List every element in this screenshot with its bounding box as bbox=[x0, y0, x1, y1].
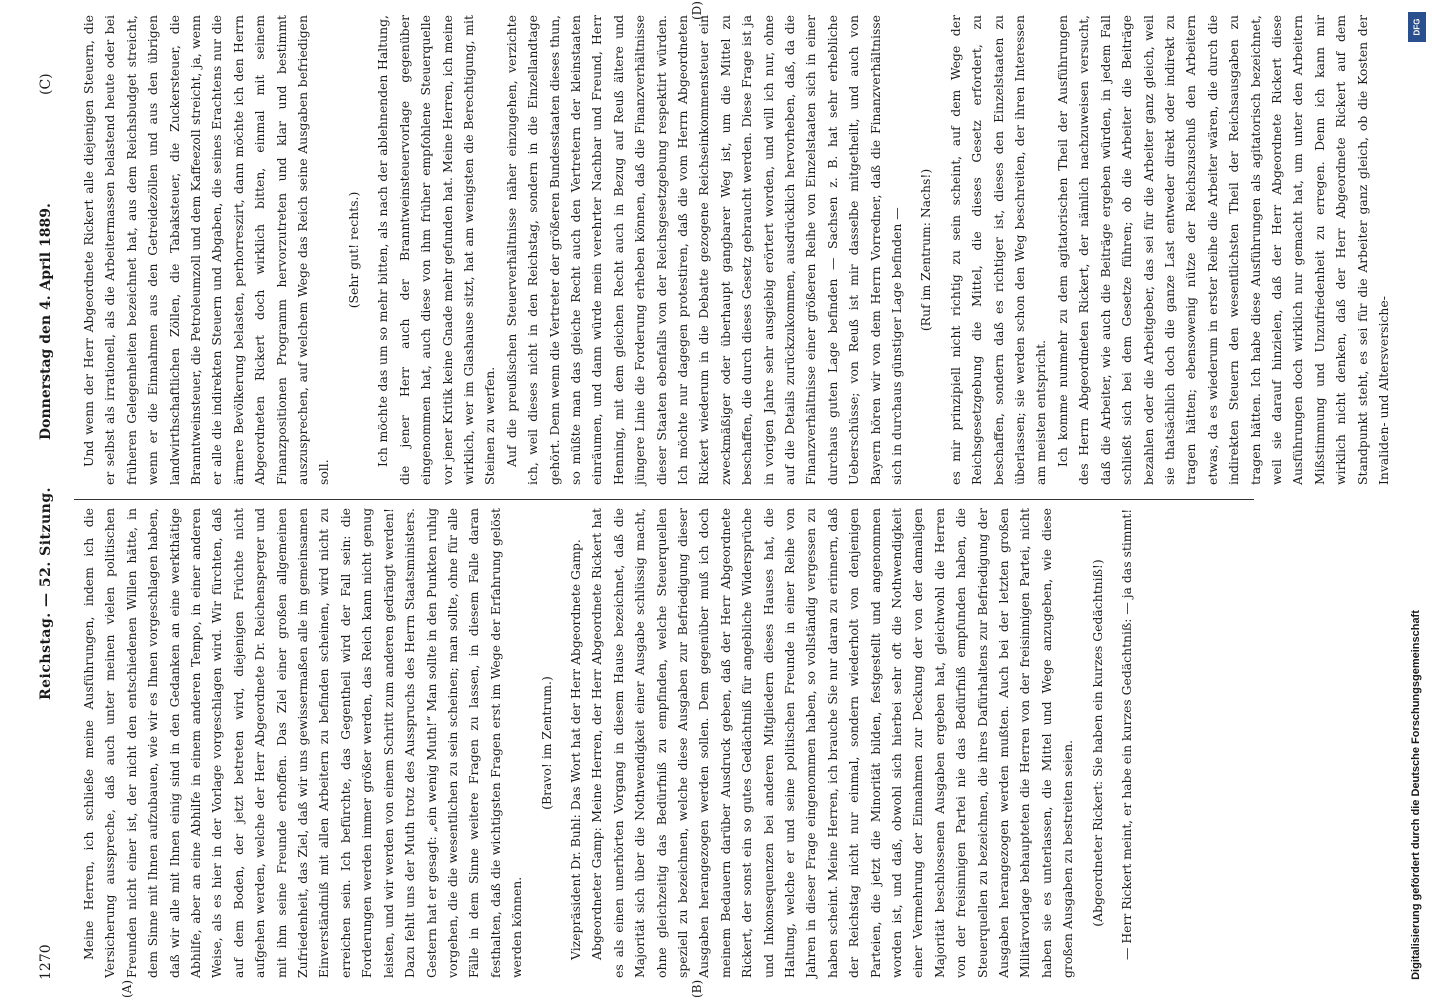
left-column-paragraph: (Bravo! im Zentrum.) bbox=[538, 676, 554, 810]
digitization-credit: Digitalisierung gefördert durch die Deutsche Forschungsgemeinschaft bbox=[1410, 610, 1422, 980]
right-column-paragraph: Und wenn der Herr Abgeordnete Rickert alle diejenigen Steuern, die er selbst als irrationell, als die Arbeitermassen belastend heute oder bei früheren Gelegenheiten bezeichnet hat, aus dem Reichsbudget streicht, wenn er die Einnahmen aus den Getreidezöllen und aus den übrigen landwirthschaftlichen Zöllen, die Tabaksteuer, die Zuckersteuer, die Branntweinsteuer, die Petroleumzoll und dem Kaffeezoll streicht, ja, wenn er alle die indirekten Steuern und Abgaben, die seines Erachtens nur die ärmere Bevölkerung belasten, perhorreszirt, dann möchte ich den Herrn Abgeordneten Rickert doch wirklich bitten, einmal mit seinem Finanzpositionen Programm hervorzutreten und klar und bestimmt auszusprechen, auf welchem Wege das Reich seine Ausgaben befriedigen soll. bbox=[81, 15, 332, 485]
margin-mark-b: (B) bbox=[690, 979, 704, 998]
left-column-paragraph: Abgeordneter Gamp: Meine Herren, der Herr Abgeordnete Rickert hat es als einen unerhörten Vorgang in diesem Hause bezeichnet, daß die Majorität sich über die Nothwendigkeit einer Ausgabe schlüssig macht, ohne gleichzeitig das Bedürfniß zu empfinden, welche Steuerquellen speziell zu bezeichnen, welche diese Ausgaben zur Befriedigung dieser Ausgaben herangezogen werden sollen. Dem gegenüber muß ich doch meinem Bedauern darüber Ausdruck geben, daß der Herr Abgeordnete Rickert, der sonst ein so gutes Gedächtniß für angebliche Widersprüche und Inkonsequenzen bei anderen Mitgliedern dieses Hauses hat, die Haltung, welche er und seine politischen Freunde in einer Reihe von Jahren in dieser Frage eingenommen haben, so vollständig vergessen zu haben scheint. Meine Herren, ich brauche Sie nur daran zu erinnern, daß der Reichstag nicht nur einmal, sondern wiederholt von denjenigen Parteien, die jetzt die Minorität bilden, festgestellt und angenommen worden ist, und daß, obwohl sich hierbei sehr oft die Nothwendigkeit einer Vermehrung der Einnahmen zur Deckung der von der damaligen Majorität beschlossenen Ausgaben ergeben hat, gleichwohl die Herren von der freisinnigen Partei nie das Bedürfniß empfunden haben, die Steuerquellen zu bezeichnen, die ihres Dafürhaltens zur Befriedigung der Ausgaben herangezogen werden mußten. Auch bei der letzten großen Militärvorlage behaupteten die Herren von der freisinnigen Partei, nicht haben sie es unterlassen, die Mittel und Wege anzugeben, wie diese großen Ausgaben zu bestreiten seien. bbox=[589, 508, 1076, 978]
left-column-paragraph: (Abgeordneter Rickert: Sie haben ein kurzes Gedächtniß!) bbox=[1089, 559, 1105, 927]
right-text-column bbox=[78, 15, 1394, 485]
right-column-paragraph: Auf die preußischen Steuerverhältnisse näher einzugehen, verzichte ich, weil dieses nicht in den Reichstag, sondern in die Einzellandtage gehört. Denn wenn die Vertreter der größeren Bundesstaaten dieses thun, so müßte man das gleiche Recht auch den Vertretern der kleinstaaten einräumen, und dann würde mein verehrter Nachbar und Freund, Herr Henning, mit dem gleichen Recht auch in Bezug auf Reuß ältere und jüngere Linie die Forderung erheben können, daß die Finanzverhältnisse dieser Staaten ebenfalls von der Reichsgesetzgebung respektirt würden. Ich möchte nur dagegen protestiren, daß die vom Herrn Abgeordneten Rickert wiederum in die Debatte gezogene Reichseinkommensteuer ein zweckmäßiger oder überhaupt gangbarer Weg ist, um die Mittel zu beschaffen, die durch dieses Gesetz gebraucht werden. Diese Frage ist ja in vorigen Jahre sehr ausgiebig erörtert worden, und will ich nur, ohne auf die Details zurückzukommen, ausdrücklich hervorheben, daß, da die Finanzverhältnisse einer größeren Reihe von Einzelstaaten sich in einer durchaus guten Lage befinden — Sachsen z. B. hat sehr erhebliche Ueberschüsse; von Reuß ist mir dasselbe mitgetheilt, und auch von Bayern hören wir von dem Herrn Vorredner, daß die Finanzverhältnisse sich in durchaus günstiger Lage befinden — bbox=[503, 15, 905, 485]
right-column-paragraph: Ich komme nunmehr zu dem agitatorischen Theil der Ausführungen des Herrn Abgeordneten Rickert, der nämlich nachzuweisen versucht, daß die Arbeiter, wie auch die Beiträge ergeben würden, in jedem Fall schließt sich bei dem Gesetze führen; ob die Arbeiter die Beiträge bezahlen oder die Arbeitgeber, das sei für die Arbeiter ganz gleich, weil sie thatsächlich doch die ganze Last entweder direkt oder indirekt zu tragen hätten; ebensowenig nütze der Reichszuschuß den Arbeitern etwas, da es wiederum in erster Reihe die Arbeiter wären, die durch die indirekten Steuern den wesentlichsten Theil der Reichsausgaben zu tragen hätten. Ich habe diese Ausführungen als agitatorisch bezeichnet, weil sie darauf hinzielen, daß der Herr Abgeordnete Rickert diese Ausführungen doch wirklich nur gemacht hat, um unter den Arbeitern Mißstimmung und Unzufriedenheit zu erregen. Denn ich kann mir wirklich nicht denken, daß der Herr Abgeordnete Rickert auf dem Standpunkt steht, es sei für die Arbeiter ganz gleich, ob die Kosten der Invaliden- und Altersversiche- bbox=[1054, 15, 1391, 485]
margin-mark-c: (C) bbox=[38, 73, 54, 95]
margin-mark-d: (D) bbox=[690, 1, 704, 20]
page-number: 1270 bbox=[38, 944, 54, 980]
session-title: Reichstag. — 52. Sitzung. bbox=[38, 487, 54, 700]
dfg-logo: DFG bbox=[1408, 12, 1426, 42]
right-column-paragraph: es mir prinzipiell nicht richtig zu sein scheint, auf dem Wege der Reichsgesetzgebung die Mittel, die dieses Gesetz erfordert, zu beschaffen, sondern daß es richtiger ist, dieses den Einzelstaaten zu überlassen; sie werden schon den Weg beschreiten, der ihren Interessen am meisten entspricht. bbox=[947, 15, 1049, 485]
left-text-column bbox=[78, 508, 1138, 978]
left-column-paragraph: Vizepräsident Dr. Buhl: Das Wort hat der Herr Abgeordnete Gamp. bbox=[567, 539, 583, 960]
session-date: Donnerstag den 4. April 1889. bbox=[38, 203, 54, 440]
column-divider bbox=[74, 499, 1254, 500]
right-column-paragraph: (Ruf im Zentrum: Nachs!) bbox=[918, 168, 934, 332]
left-column-paragraph: Meine Herren, ich schließe meine Ausführungen, indem ich die Versicherung ausspreche, daß auch unter meinen vielen politischen Freunden nicht einer ist, der nicht den entschiedenen Willen hätte, in dem Sinne mit Ihnen aufzubauen, wie wir es Ihnen vorgeschlagen haben, daß wir alle mit Ihnen einig sind in den Gedanken an eine werkthätige Abhilfe, aber an eine Abhilfe in einem anderen Tempo, in einer anderen Weise, als es hier in der Vorlage vorgeschlagen wird. Wir fürchten, daß auf dem Boden, der jetzt betreten wird, diejenigen Früchte nicht aufgehen werden, welche der Herr Abgeordnete Dr. Reichensperger und mit ihm seine Freunde erhoffen. Das Ziel einer großen allgemeinen Zufriedenheit, das Ziel, daß wir uns gewissermaßen alle im gemeinsamen Einverständniß mit allen Arbeitern zu befinden scheinen, wird nicht zu erreichen sein. Ich befürchte, das Gegentheil wird der Fall sein: die Forderungen werden immer größer werden, das Reich kann nicht genug leisten, und wir werden von einem Schritt zum anderen gedrängt werden! Dazu fehlt uns der Muth trotz des Ausspruchs des Herrn Staatsministers. Gestern hat er gesagt: „ein wenig Muth!“ Man sollte in den Punkten ruhig vorgehen, die die wesentlichen zu sein scheinen; man sollte, ohne für alle Fälle in dem Sinne weitere Fragen zu lassen, in diesem Falle daran festhalten, daß die wichtigsten Fragen erst im Wege der Erfahrung gelöst werden können. bbox=[81, 508, 525, 978]
right-column-paragraph: (Sehr gut! rechts.) bbox=[345, 191, 361, 309]
right-column-paragraph: Ich möchte das um so mehr bitten, als nach der ablehnenden Haltung, die jener Herr auch der Branntweinsteuervorlage gegenüber eingenommen hat, auch diese von ihm früher empfohlene Steuerquelle vor jener Kritik keine Gnade mehr gefunden hat. Meine Herren, ich meine wirklich, wer im Glashause sitzt, hat am wenigsten die Berechtigung, mit Steinen zu werfen. bbox=[375, 15, 498, 485]
margin-mark-a: (A) bbox=[120, 979, 134, 998]
left-column-paragraph: — Herr Rickert meint, er habe ein kurzes Gedächtniß: — ja das stimmt! bbox=[1119, 508, 1135, 960]
page-header bbox=[38, 0, 68, 1000]
